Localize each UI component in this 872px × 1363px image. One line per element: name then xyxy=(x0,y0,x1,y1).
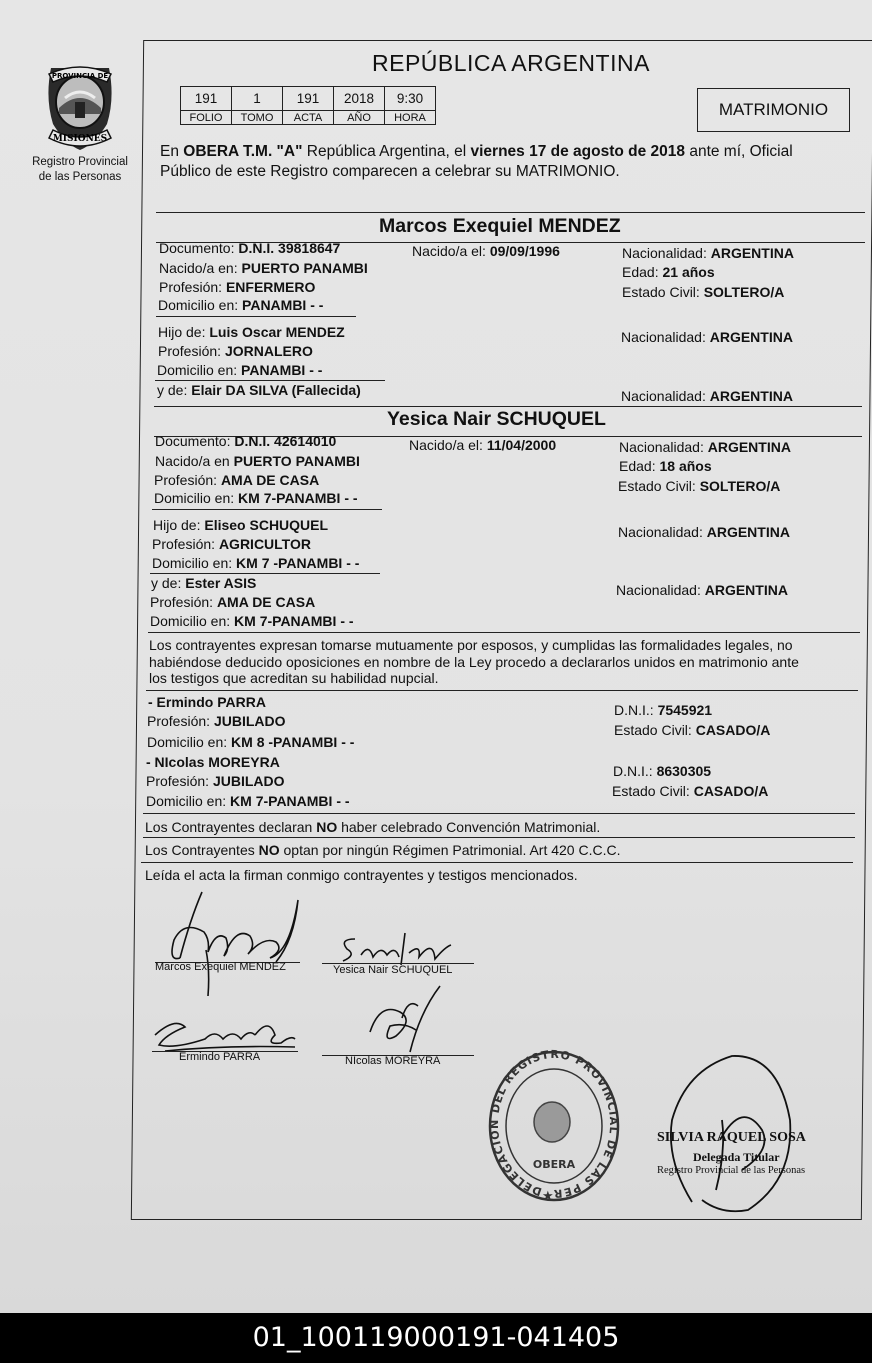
groom-signature-scribble xyxy=(150,880,320,1000)
bride-name: Yesica Nair SCHUQUEL xyxy=(387,408,606,430)
registry-labels-row xyxy=(181,111,436,125)
registry-caption-2: de las Personas xyxy=(38,171,122,183)
bride-profession: Profesión: AMA DE CASA xyxy=(154,472,320,488)
folio-value: 191 xyxy=(181,87,232,111)
registry-table xyxy=(180,86,436,125)
official-name: SILVIA RAQUEL SOSA xyxy=(657,1130,806,1145)
svg-text:OBERA: OBERA xyxy=(532,1158,576,1171)
official-office: Registro Provincial de las Personas xyxy=(657,1165,806,1176)
groom-nationality: Nacionalidad: ARGENTINA xyxy=(622,245,794,261)
divider xyxy=(154,406,862,407)
tomo-value: 1 xyxy=(232,87,283,111)
groom-father: Hijo de: Luis Oscar MENDEZ xyxy=(158,324,345,340)
bride-father-nationality: Nacionalidad: ARGENTINA xyxy=(618,524,790,540)
witness-2-civil-status: Estado Civil: CASADO/A xyxy=(612,783,769,799)
bride-mother: y de: Ester ASIS xyxy=(151,575,257,591)
svg-text:PROVINCIA DE: PROVINCIA DE xyxy=(51,72,109,80)
svg-text:★: ★ xyxy=(542,1188,554,1203)
bride-address: Domicilio en: KM 7-PANAMBI - - xyxy=(154,490,358,506)
registry-caption-1: Registro Provincial xyxy=(32,156,128,168)
acta-value: 191 xyxy=(283,87,334,111)
groom-father-address: Domicilio en: PANAMBI - - xyxy=(157,362,323,378)
groom-father-profession: Profesión: JORNALERO xyxy=(158,343,313,359)
divider xyxy=(141,862,853,863)
official-stamp xyxy=(478,1030,624,1215)
official-role: Delegada Titular xyxy=(693,1150,780,1164)
groom-father-nationality: Nacionalidad: ARGENTINA xyxy=(621,329,793,345)
year-value: 2018 xyxy=(334,87,385,111)
groom-profession: Profesión: ENFERMERO xyxy=(159,279,316,295)
divider xyxy=(150,573,380,574)
svg-text:DELEGACION DEL REGISTRO PROVIN: DELEGACION DEL REGISTRO PROVINCIAL DE LAS PERSONAS xyxy=(478,1030,621,1201)
hour-value: 9:30 xyxy=(385,87,436,111)
witness-1-dni: D.N.I.: 7545921 xyxy=(614,702,713,718)
intro-date: viernes 17 de agosto de 2018 xyxy=(470,143,686,160)
intro-paragraph: En OBERA T.M. "A" República Argentina, el viernes 17 de agosto de 2018 ante mí, Oficial Público de este Registro comparecen a celebrar su MATRIMONIO. xyxy=(160,143,793,180)
misiones-seal-icon xyxy=(35,58,125,154)
witness-2-profession: Profesión: JUBILADO xyxy=(146,773,285,789)
file-code-bar: 01_100119000191-041405 xyxy=(0,1313,872,1363)
folio-label: FOLIO xyxy=(181,111,232,125)
intro-place: OBERA T.M. "A" xyxy=(183,143,303,160)
groom-signature-caption: Marcos Exequiel MENDEZ xyxy=(155,961,286,973)
bride-father-profession: Profesión: AGRICULTOR xyxy=(152,536,311,552)
bride-nationality: Nacionalidad: ARGENTINA xyxy=(619,439,791,455)
hour-label: HORA xyxy=(385,111,436,125)
witness-1-signature-scribble xyxy=(145,1005,305,1055)
bride-document: Documento: D.N.I. 42614010 xyxy=(155,433,337,449)
bride-mother-address: Domicilio en: KM 7-PANAMBI - - xyxy=(150,613,354,629)
groom-document: Documento: D.N.I. 39818647 xyxy=(159,240,341,256)
groom-civil-status: Estado Civil: SOLTERO/A xyxy=(622,284,785,300)
divider xyxy=(146,690,858,691)
divider xyxy=(155,380,385,381)
official-signature-scribble xyxy=(662,1040,802,1215)
regime-statement: Los Contrayentes NO optan por ningún Régimen Patrimonial. Art 420 C.C.C. xyxy=(145,842,621,858)
witness-2-signature-caption: NIcolas MOREYRA xyxy=(345,1055,441,1067)
witness-1-address: Domicilio en: KM 8 -PANAMBI - - xyxy=(147,734,355,750)
bride-age: Edad: 18 años xyxy=(619,458,712,474)
groom-mother: y de: Elair DA SILVA (Fallecida) xyxy=(157,382,361,398)
bride-signature-caption: Yesica Nair SCHUQUEL xyxy=(333,964,453,976)
witness-2-signature-scribble xyxy=(360,982,450,1062)
divider xyxy=(143,813,855,814)
witness-2-address: Domicilio en: KM 7-PANAMBI - - xyxy=(146,793,350,809)
convention-statement: Los Contrayentes declaran NO haber celebrado Convención Matrimonial. xyxy=(145,819,601,835)
divider xyxy=(156,212,865,213)
svg-text:MISIONES: MISIONES xyxy=(52,134,108,144)
divider xyxy=(156,316,356,317)
groom-birth-place: Nacido/a en: PUERTO PANAMBI xyxy=(159,260,368,276)
groom-address: Domicilio en: PANAMBI - - xyxy=(158,297,324,313)
bride-mother-profession: Profesión: AMA DE CASA xyxy=(150,594,316,610)
witness-1-name: - Ermindo PARRA xyxy=(148,694,266,710)
tomo-label: TOMO xyxy=(232,111,283,125)
witness-1-signature-caption: Ermindo PARRA xyxy=(179,1051,261,1063)
witness-2-dni: D.N.I.: 8630305 xyxy=(613,763,712,779)
divider xyxy=(152,509,382,510)
groom-birth-date: Nacido/a el: 09/09/1996 xyxy=(412,243,560,259)
bride-birth-date: Nacido/a el: 11/04/2000 xyxy=(409,437,557,453)
groom-name: Marcos Exequiel MENDEZ xyxy=(379,215,621,237)
witness-1-profession: Profesión: JUBILADO xyxy=(147,713,286,729)
closing-statement: Leída el acta la firman conmigo contrayentes y testigos mencionados. xyxy=(145,867,578,883)
groom-mother-nationality: Nacionalidad: ARGENTINA xyxy=(621,388,793,404)
registry-values-row xyxy=(181,87,436,111)
bride-father-address: Domicilio en: KM 7 -PANAMBI - - xyxy=(152,555,360,571)
bride-birth-place: Nacido/a en PUERTO PANAMBI xyxy=(155,453,360,469)
bride-civil-status: Estado Civil: SOLTERO/A xyxy=(618,478,781,494)
groom-age: Edad: 21 años xyxy=(622,264,715,280)
divider xyxy=(148,632,860,633)
act-type-box: MATRIMONIO xyxy=(697,88,850,132)
acta-label: ACTA xyxy=(283,111,334,125)
witness-2-name: - NIcolas MOREYRA xyxy=(146,754,280,770)
bride-father: Hijo de: Eliseo SCHUQUEL xyxy=(153,517,329,533)
bride-mother-nationality: Nacionalidad: ARGENTINA xyxy=(616,582,788,598)
year-label: AÑO xyxy=(334,111,385,125)
declaration-paragraph: Los contrayentes expresan tomarse mutuamente por esposos, y cumplidas las formalidades legales, no habiéndose deducido oposiciones en nombre de la Ley procedo a declararlos unidos en matrimonio ante los testigos que acreditan su habilidad nupcial. xyxy=(149,637,799,686)
province-logo xyxy=(30,58,130,184)
witness-1-civil-status: Estado Civil: CASADO/A xyxy=(614,722,771,738)
divider xyxy=(143,837,855,838)
country-title: REPÚBLICA ARGENTINA xyxy=(372,50,650,76)
